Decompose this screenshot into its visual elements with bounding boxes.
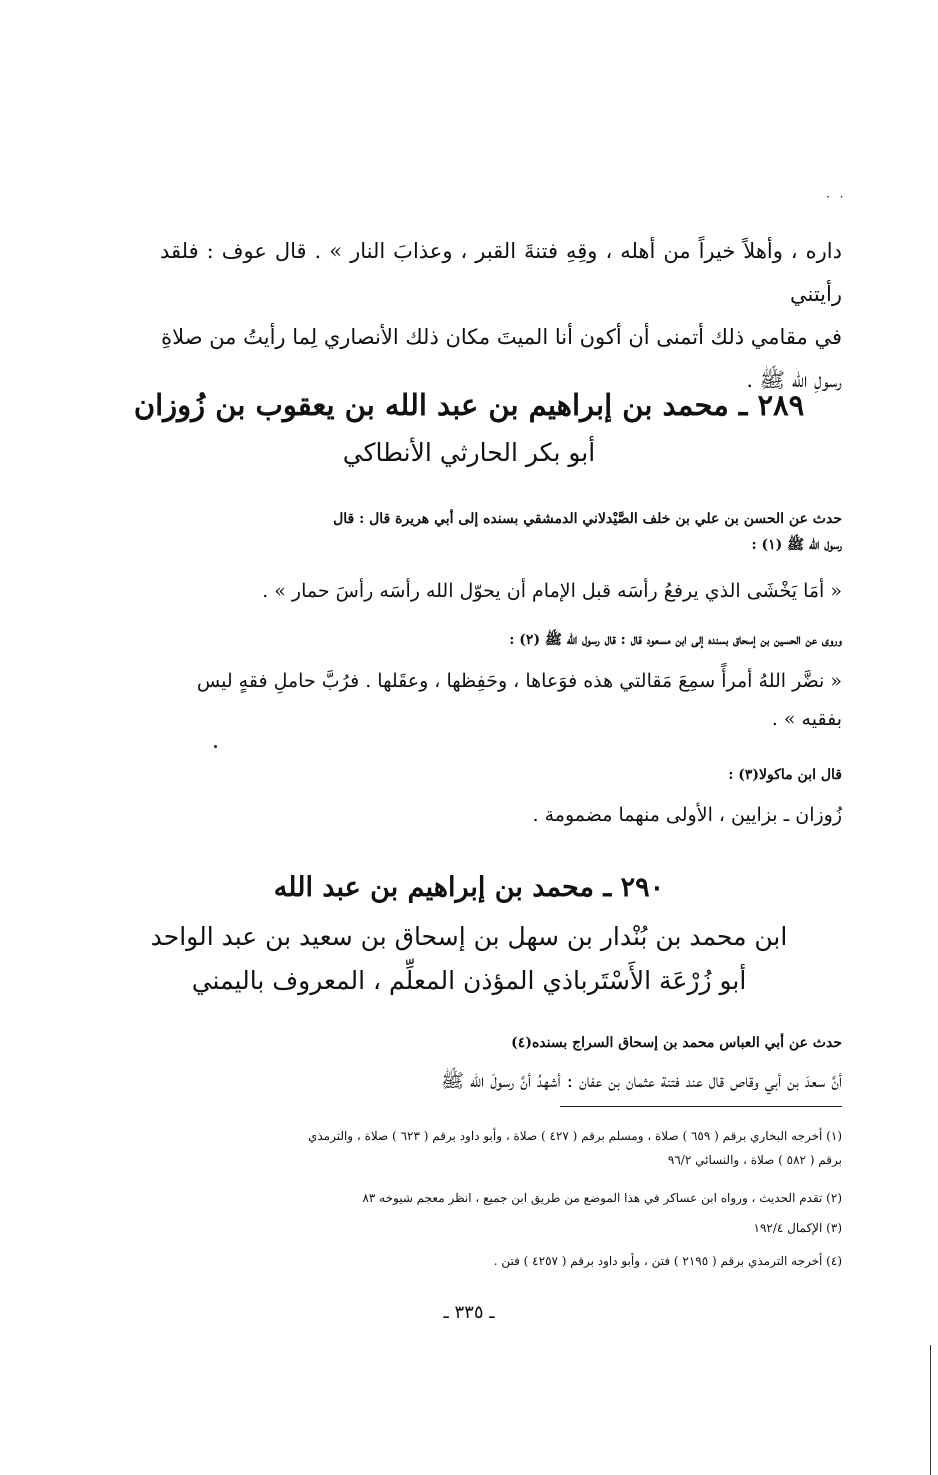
entry-289-narration-1 [160,506,842,558]
scan-speck: · · [826,190,847,204]
scan-speck [214,745,217,748]
entry-290-narration: حدث عن أبي العباس محمد بن إسحاق السراج بسنده(٤) [511,1035,842,1051]
footnote-4: (٤) أخرجه الترمذي برقم ( ٢١٩٥ ) فتن ، وأبو داود برقم ( ٤٢٥٧ ) فتن . [493,1254,842,1268]
footnote-1 [160,1124,842,1172]
scan-edge-line [930,1345,931,1475]
ibn-makula-text: زُوزان ـ بزايين ، الأولى منهما مضمومة . [532,804,842,826]
entry-289-title: ٢٨٩ ـ محمد بن إبراهيم بن عبد الله بن يعقوب بن زُوزان [133,388,805,422]
paragraph-line: في مقامي ذلك أتمنى أن أكون أنا الميتَ مكان ذلك الأنصاري لِما رأيتُ من صلاةِ [161,325,842,349]
entry-290-lineage-1: ابن محمد بن بُنْدار بن سهل بن إسحاق بن سعيد بن عبد الواحد [150,922,788,951]
footnote-line: (١) أخرجه البخاري برقم ( ٦٥٩ ) صلاة ، ومسلم برقم ( ٤٢٧ ) صلاة ، وأبو داود برقم ( ٦٢٣ ) صلاة ، والترمذي [307,1129,842,1143]
entry-289-subtitle: أبو بكر الحارثي الأنطاكي [342,438,596,467]
footnote-2: (٢) تقدم الحديث ، ورواه ابن عساكر في هذا الموضع من طريق ابن جميع ، انظر معجم شيوخه ٨٣ [362,1191,842,1205]
ibn-makula-label: قال ابن ماكولا(٣) : [728,767,842,783]
entry-290-lineage-2: أبو زُرْعَة الأَسْتَرباذي المؤذن المعلِّم ، المعروف باليمني [191,966,747,995]
quote-line: « نضَّر اللهُ أمرأً سمِعَ مَقالتي هذه فوَعاها ، وحَفِظها ، وعقَلها . فرُبَّ حاملِ فقهٍ ليس [196,670,842,692]
entry-289-quote-1: « أمَا يَخْشَى الذي يرفعُ رأسَه قبل الإمام أن يحوّل الله رأسَه رأسَ حمار » . [262,580,842,602]
page-number: ـ ٣٣٥ ـ [443,1302,495,1323]
footnote-3: (٣) الإكمال ١٩٢/٤ [753,1221,842,1235]
entry-290-title: ٢٩٠ ـ محمد بن إبراهيم بن عبد الله [273,872,665,903]
footnote-line: برقم ( ٥٨٢ ) صلاة ، والنسائي ٩٦/٢ [667,1153,842,1167]
quote-line: بفقيه » . [771,708,842,730]
entry-289-narration-2: وروى عن الحسين بن إسحاق بسنده إلى ابن مسعود قال : قال رسول الله ﷺ (٢) : [509,632,842,648]
narration-line: حدث عن الحسن بن علي بن خلف الصَّيْدلاني الدمشقي بسنده إلى أبي هريرة قال : قال [333,511,842,527]
paragraph-line: داره ، وأهلاً خيراً من أهله ، وقِهِ فتنةَ القبر ، وعذابَ النار » . قال عوف : فلقد رأيتني [160,239,842,306]
entry-289-quote-2 [160,662,842,738]
entry-290-text: أنَّ سعدَ بن أبي وقاص قال عند فتنة عثمان بن عفان : أشهدُ أنَّ رسولَ الله ﷺ [441,1070,842,1092]
footnote-divider [560,1106,842,1107]
paragraph-line: رسولِ الله ﷺ . [746,368,842,392]
narration-line: رسول الله ﷺ (١) : [751,537,842,553]
top-paragraph [160,230,842,402]
